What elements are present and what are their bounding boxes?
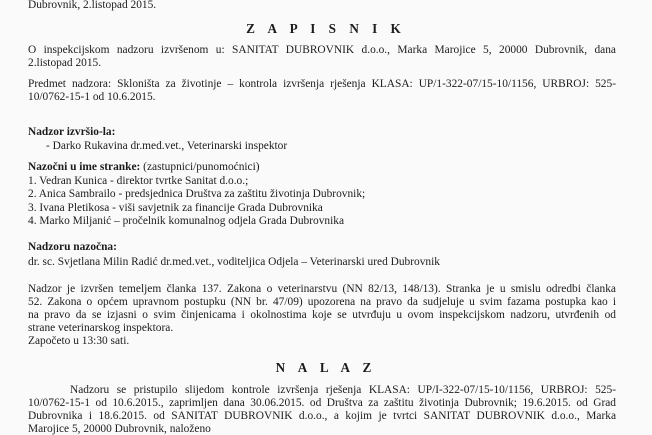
- findings-line: Nadzoru se pristupilo slijedom kontrole izvršenja rješenja KLASA: UP/I-322-07/15-10/1156, URBROJ: 525-: [70, 384, 616, 396]
- supervision-item: dr. sc. Svjetlana Milin Radić dr.med.vet., voditeljica Odjela – Veterinarski ured Dubrovnik: [28, 256, 440, 268]
- party-item: 3. Ivana Pletikosa - viši savjetnik za financije Grada Dubrovnika: [28, 202, 323, 214]
- inspector-item: - Darko Rukavina dr.med.vet., Veterinarski inspektor: [46, 140, 288, 152]
- legal-line: na pravo da se izjasni o svim činjenicama i okolnostima koje se utvrđuju u ovom inspekcijskom nadzoru, utvrđenih od: [28, 309, 616, 321]
- start-time: Započeto u 13:30 sati.: [28, 335, 130, 347]
- party-item: 1. Vedran Kunica - direktor tvrtke Sanitat d.o.o.;: [28, 175, 249, 187]
- party-item: 4. Marko Miljanić – pročelnik komunalnog odjela Grada Dubrovnika: [28, 215, 345, 227]
- place-date: Dubrovnik, 2.listopad 2015.: [28, 0, 157, 11]
- supervision-heading: Nadzoru nazočna:: [28, 241, 117, 253]
- findings-line: Dubrovnika i 18.6.2015. od SANITAT DUBROVNIK d.o.o., a kojim je tvrtci SANITAT DUBROVNIK d.o.o., Marka: [28, 410, 616, 422]
- party-heading-line: [28, 161, 616, 174]
- party-item: 2. Anica Sambrailo - predsjednica Društva za zaštitu životinja Dubrovnik;: [28, 188, 366, 200]
- findings-title: N A L A Z: [275, 360, 377, 375]
- intro-line-1: O inspekcijskom nadzoru izvršenom u: SANITAT DUBROVNIK d.o.o., Marka Marojice 5, 20000 Dubrovnik, dana: [28, 44, 616, 56]
- inspector-heading: Nadzor izvršio-la:: [28, 126, 116, 138]
- legal-line: strane veterinarskog inspektora.: [28, 322, 174, 334]
- intro-line-2: 2.listopad 2015.: [28, 57, 102, 69]
- findings-line: Marojice 5, 20000 Dubrovnik, naloženo: [28, 423, 211, 435]
- legal-line: 52. Zakona o općem upravnom postupku (NN br. 47/09) upozorena na pravo da sudjeluje u svim fazama postupka kao i: [28, 296, 616, 308]
- party-note: (zastupnici/punomoćnici): [143, 161, 260, 173]
- document-title: Z A P I S N I K: [246, 21, 406, 36]
- findings-line: 10/0762-15-1 od 10.6.2015., zaprimljen dana 30.06.2015. od Društva za zaštitu životinja Dubrovnik; 19.6.2015. od Grad: [28, 397, 616, 409]
- subject-line-1: Predmet nadzora: Skloništa za životinje – kontrola izvršenja rješenja KLASA: UP/1-322-07/15-10/1156, URBROJ: 525-: [28, 78, 616, 90]
- subject-line-2: 10/0762-15-1 od 10.6.2015.: [28, 91, 156, 103]
- legal-line: Nadzor je izvršen temeljem članka 137. Zakona o veterinarstvu (NN 82/13, 148/13). Stranka je u smislu odredbi članka: [28, 283, 616, 295]
- party-heading: Nazočni u ime stranke:: [28, 161, 141, 173]
- inspector-name: Darko Rukavina dr.med.vet., Veterinarski inspektor: [52, 140, 288, 152]
